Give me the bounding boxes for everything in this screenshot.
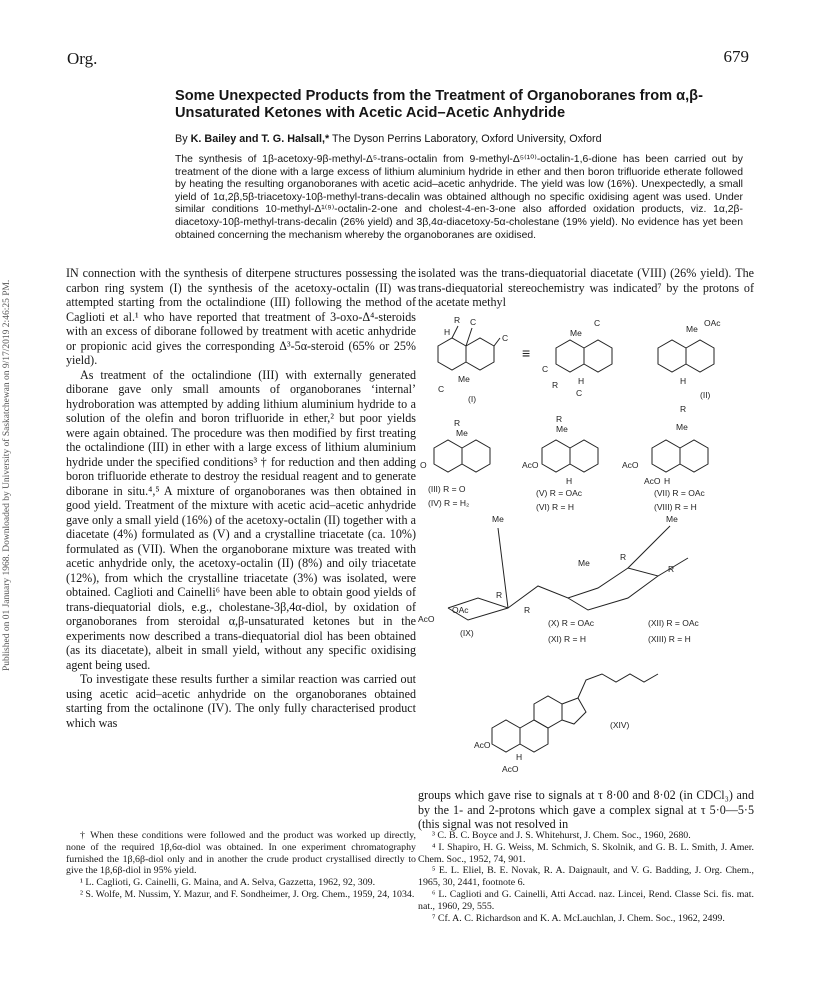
compound-label-v: (V) R = OAc (536, 488, 583, 498)
structure-i-alt (542, 318, 612, 398)
label-aco: AcO (474, 740, 491, 750)
label-c: C (594, 318, 601, 328)
left-column (66, 266, 416, 730)
label-me: Me (578, 558, 590, 568)
paragraph: IN connection with the synthesis of diterpene structures possessing the carbon ring system (I) the synthesis of the acetoxy-octalin (II) was attempted starting from the octalindione (III) following the method of Caglioti et al.¹ who have reported that treatment of 3-oxo-Δ⁴-steroids with an excess of diborane followed by treatment with acetic anhydride or propionic acid gives the corresponding Δ³-5α-steroid (65% or 25% yield). (66, 266, 416, 367)
label-r: R (454, 418, 461, 428)
label-o: O (420, 460, 427, 470)
byline-prefix: By (175, 133, 188, 145)
label-r: R (496, 590, 503, 600)
author-names: K. Bailey and T. G. Halsall,* (190, 133, 330, 145)
structure-vii (622, 404, 708, 512)
affiliation: The Dyson Perrins Laboratory, Oxford University, Oxford (332, 133, 602, 145)
compound-label-i: (I) (468, 394, 477, 404)
label-oac: OAc (704, 318, 721, 328)
footnotes-left (66, 830, 416, 901)
label-aco: AcO (644, 476, 661, 486)
structure-figure (418, 308, 758, 783)
structure-i (438, 315, 508, 404)
equiv-sign: ≡ (522, 345, 531, 361)
label-r: R (524, 605, 531, 615)
label-me: Me (556, 424, 568, 434)
right-column-top (418, 266, 754, 310)
footnote: ⁷ Cf. A. C. Richardson and K. A. McLauchlan, J. Chem. Soc., 1962, 2499. (432, 912, 725, 924)
page-number: 679 (723, 47, 749, 66)
compound-label-iv: (IV) R = H₂ (428, 498, 470, 508)
label-h: H (444, 327, 451, 337)
compound-label-ii: (II) (700, 390, 711, 400)
compound-label-xi: (XI) R = H (548, 634, 587, 644)
label-r: R (454, 315, 461, 325)
label-me: Me (570, 328, 582, 338)
label-r: R (680, 404, 687, 414)
label-c: C (470, 317, 477, 327)
compound-label-x: (X) R = OAc (548, 618, 595, 628)
footnote: ¹ L. Caglioti, G. Cainelli, G. Maina, and A. Selva, Gazzetta, 1962, 92, 309. (80, 877, 376, 889)
label-aco: AcO (522, 460, 539, 470)
label-aco: AcO (622, 460, 639, 470)
label-r: R (552, 380, 559, 390)
structure-ii (658, 318, 721, 400)
compound-label-xii: (XII) R = OAc (648, 618, 699, 628)
paragraph: As treatment of the octalindione (III) with externally generated diborane gave only small amounts of organoboranes ‘internal’ hydroboration was attempted by adding lithium aluminium hydride to a solution of the olefin and boron trifluoride in ether,² but poor yields were again obtained. The procedure was then modified by first treating the octalindione (III) in ether with a large excess of lithium aluminium hydride under the specified conditions³ † for reduction and then adding boron trifluoride etherate to destroy the residual reagent and to generate diborane in situ.⁴,⁵ A mixture of organoboranes was then obtained in good yield. Treatment of the mixture with acetic acid–acetic anhydride gave only a small yield (16%) of the acetoxy-octalin (II) together with a diacetate (4%) formulated as (V) and a crystalline triacetate (ca. 10%) formulated as (VII). When the organoborane mixture was treated with acetic anhydride only, the acetoxy-octalin (II) (8%) and oily triacetate (12%), from which the crystalline triacetate (3%) was isolated, were obtained. Caglioti and Cainelli⁶ have been able to obtain good yields of trans-diequatorial diols, e.g., cholestane-3β,4α-diol, by oxidation of organoboranes from steroidal α,β-unsaturated ketones but in the experiments now described a trans-diequatorial diol has been obtained (as its diacetate), albeit in small yield, without any specific oxidising agent being used. (66, 367, 416, 672)
footnote: † When these conditions were followed and the product was worked up directly, none of the required 1β,6α-diol was obtained. In one experiment chromatography furnished the 1β,6β-diol only and in another the crude product crystallised directly to give the 1β,6β-diol in 95% yield. (66, 830, 416, 877)
label-h: H (578, 376, 585, 386)
chemical-structures (418, 308, 758, 783)
label-c: C (502, 333, 509, 343)
compound-label-ix: (IX) (460, 628, 474, 638)
label-h: H (680, 376, 687, 386)
compound-label-vi: (VI) R = H (536, 502, 575, 512)
compound-label-vii: (VII) R = OAc (654, 488, 705, 498)
byline (175, 133, 745, 145)
label-h: H (664, 476, 671, 486)
compound-label-viii: (VIII) R = H (654, 502, 697, 512)
label-me: Me (458, 374, 470, 384)
right-column-bottom (418, 788, 754, 832)
label-oac: OAc (452, 605, 469, 615)
label-me: Me (456, 428, 468, 438)
footnote: ³ C. B. C. Boyce and J. S. Whitehurst, J. Chem. Soc., 1960, 2680. (432, 830, 691, 841)
label-c: C (438, 384, 445, 394)
label-h: H (566, 476, 573, 486)
label-me: Me (676, 422, 688, 432)
label-r: R (668, 564, 675, 574)
paragraph: To investigate these results further a similar reaction was carried out using acetic acid–acetic anhydride on the organoboranes obtained starting from the octalinone (IV). The only fully characterised product which was (66, 672, 416, 730)
download-watermark: Published on 01 January 1968. Downloaded by University of Saskatchewan on 9/17/2019 2:46:25 PM. (2, 279, 12, 671)
label-r: R (556, 414, 563, 424)
footnote: ⁵ E. L. Eliel, B. E. Novak, R. A. Daignault, and V. G. Badding, J. Org. Chem., 1965, 30, 2441, footnote 6. (418, 865, 754, 889)
structure-v (522, 414, 598, 512)
footnote: ⁶ L. Caglioti and G. Cainelli, Atti Accad. naz. Lincei, Rend. Classe Sci. fis. mat. nat., 1960, 29, 555. (418, 888, 754, 912)
footnotes-right (418, 830, 754, 924)
journal-name: Org. (67, 49, 98, 68)
footnote: ⁴ I. Shapiro, H. G. Weiss, M. Schmich, S. Skolnik, and G. B. L. Smith, J. Amer. Chem. Soc., 1952, 74, 901. (418, 841, 754, 865)
paragraph: groups which gave rise to signals at τ 8·00 and 8·02 (in CDCl₃) and by the 1- and 2-protons which gave a complex signal at τ 5·0—5·5 (this signal was not resolved in (418, 788, 754, 831)
footnote: ² S. Wolfe, M. Nussim, Y. Mazur, and F. Sondheimer, J. Org. Chem., 1959, 24, 1034. (80, 888, 415, 900)
label-aco: AcO (418, 614, 435, 624)
label-r: R (620, 552, 627, 562)
structure-ix (418, 514, 700, 644)
compound-label-xiii: (XIII) R = H (648, 634, 691, 644)
label-c: C (576, 388, 583, 398)
label-h: H (516, 752, 523, 762)
structure-iii (420, 418, 490, 508)
label-me: Me (686, 324, 698, 334)
label-c: C (542, 364, 549, 374)
label-me: Me (492, 514, 504, 524)
compound-label-xiv: (XIV) (610, 720, 630, 730)
abstract: The synthesis of 1β-acetoxy-9β-methyl-Δ⁵-trans-octalin from 9-methyl-Δ⁵⁽¹⁰⁾-octalin-1,6-dione has been carried out by treatment of the dione with a large excess of lithium aluminium hydride in ether and then boron trifluoride etherate followed by heating the resulting organoboranes with acetic acid–acetic anhydride. The yield was low (16%). Unexpectedly, a small yield of 1α,2β,5β-triacetoxy-10β-methyl-trans-decalin was obtained although no specific oxidising agent was used. Under similar conditions 10-methyl-Δ¹⁽⁹⁾-octalin-2-one and cholest-4-en-3-one also afforded oxidation products, viz. 1α,2β-diacetoxy-10β-methyl-trans-decalin (26% yield) and 3β,4α-diacetoxy-5α-cholestane (19% yield). No evidence has yet been obtained concerning the mechanism whereby the organoboranes are oxidised. (175, 154, 743, 241)
article-title: Some Unexpected Products from the Treatment of Organoboranes from α,β-Unsaturated Ketones with Acetic Acid–Acetic Anhydride (175, 88, 703, 121)
structure-xiv (474, 674, 658, 774)
compound-label-iii: (III) R = O (428, 484, 466, 494)
label-me: Me (666, 514, 678, 524)
label-aco: AcO (502, 764, 519, 774)
paragraph: isolated was the trans-diequatorial diacetate (VIII) (26% yield). The trans-diequatorial stereochemistry was indicated⁷ by the protons of the acetate methyl (418, 266, 754, 309)
